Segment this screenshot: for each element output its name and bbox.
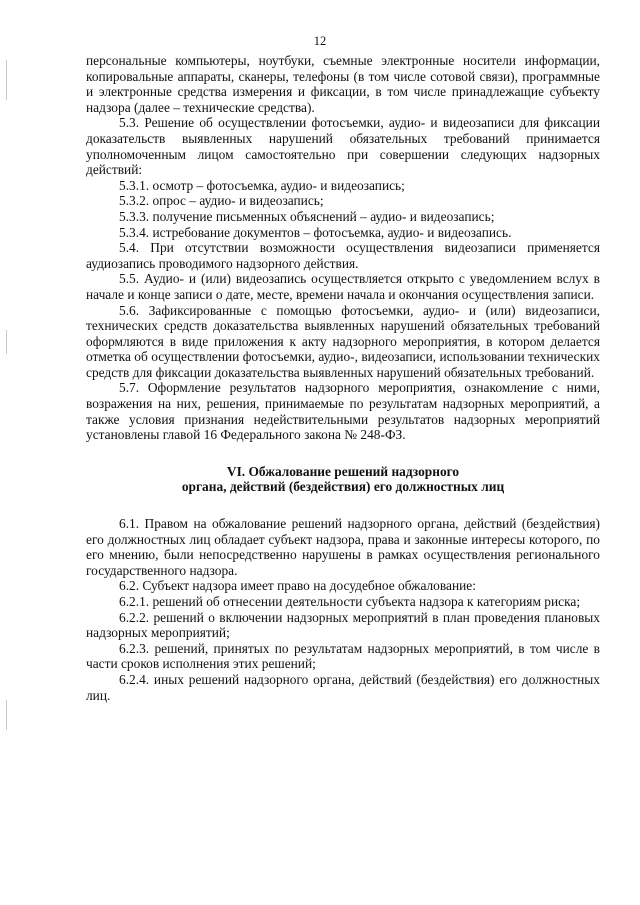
paragraph-5-3-2: 5.3.2. опрос – аудио- и видеозапись;: [119, 193, 324, 209]
paragraph-6-2-1: 6.2.1. решений об отнесении деятельности субъекта надзора к категориям риска;: [119, 594, 581, 609]
page-number: 12: [313, 34, 327, 48]
section-6-heading: [86, 464, 600, 495]
paragraph-5-3-3: 5.3.3. получение письменных объяснений – аудио- и видеозапись;: [119, 208, 495, 224]
paragraph-6-2-2: 6.2.2. решений о включении надзорных мероприятий в план проведения плановых надзорных мероприятий;: [86, 609, 600, 641]
paragraph-6-2-4: 6.2.4. иных решений надзорного органа, действий (бездействия) его должностных лиц.: [86, 671, 600, 703]
paragraph-6-2: 6.2. Субъект надзора имеет право на досудебное обжалование:: [119, 578, 476, 594]
document-body: [86, 53, 600, 703]
paragraph-5-5: 5.5. Аудио- и (или) видеозапись осуществляется открыто с уведомлением вслух в начале и конце записи о дате, месте, времени начала и окончания осуществления записи.: [86, 271, 600, 302]
section-6-heading-line-1: VI. Обжалование решений надзорного: [226, 463, 460, 479]
paragraph-5-3-4: 5.3.4. истребование документов – фотосъемка, аудио- и видеозапись.: [119, 224, 512, 240]
section-6-heading-line-2: органа, действий (бездействия) его должностных лиц: [181, 479, 505, 495]
paragraph-6-2-3: 6.2.3. решений, принятых по результатам надзорных мероприятий, в том числе в части сроков исполнения этих решений;: [86, 640, 600, 672]
paragraph-5-7: 5.7. Оформление результатов надзорного мероприятия, ознакомление с ними, возражения на них, решения, принимаемые по результатам надзорных мероприятий, а также условия признания недействительными результатов надзорных мероприятий установлены главой 16 Федерального закона № 248-ФЗ.: [86, 380, 600, 443]
scan-edge-mark: [6, 60, 7, 100]
paragraph-continuation: персональные компьютеры, ноутбуки, съемные электронные носители информации, копировальные аппараты, сканеры, телефоны (в том числе сотовой связи), программные и электронные средства измерения и фиксации, в том числе принадлежащие субъекту надзора (далее – технические средства).: [86, 53, 600, 115]
scan-edge-mark: [6, 700, 7, 730]
scan-edge-mark: [6, 330, 7, 354]
paragraph-6-1: 6.1. Правом на обжалование решений надзорного органа, действий (бездействия) его должностных лиц обладает субъект надзора, права и законные интересы которого, по его мнению, были непосредственно нарушены в рамках осуществления регионального государственного надзора.: [86, 516, 600, 578]
paragraph-5-3: 5.3. Решение об осуществлении фотосъемки, аудио- и видеозаписи для фиксации доказательств выявленных нарушений обязательных требований принимается уполномоченным лицом самостоятельно при совершении следующих надзорных действий:: [86, 115, 600, 178]
paragraph-5-4: 5.4. При отсутствии возможности осуществления видеозаписи применяется аудиозапись проводимого надзорного действия.: [86, 240, 600, 271]
paragraph-5-6: 5.6. Зафиксированные с помощью фотосъемки, аудио- и (или) видеозаписи, технических средств доказательства выявленных нарушений обязательных требований оформляются в виде приложения к акту надзорного мероприятия, в котором делается отметка об осуществлении фотосъемки, аудио-, видеозаписи, использовании технических средств для фиксации доказательства выявленных нарушений обязательных требований.: [86, 302, 600, 380]
paragraph-5-3-1: 5.3.1. осмотр – фотосъемка, аудио- и видеозапись;: [119, 177, 405, 193]
